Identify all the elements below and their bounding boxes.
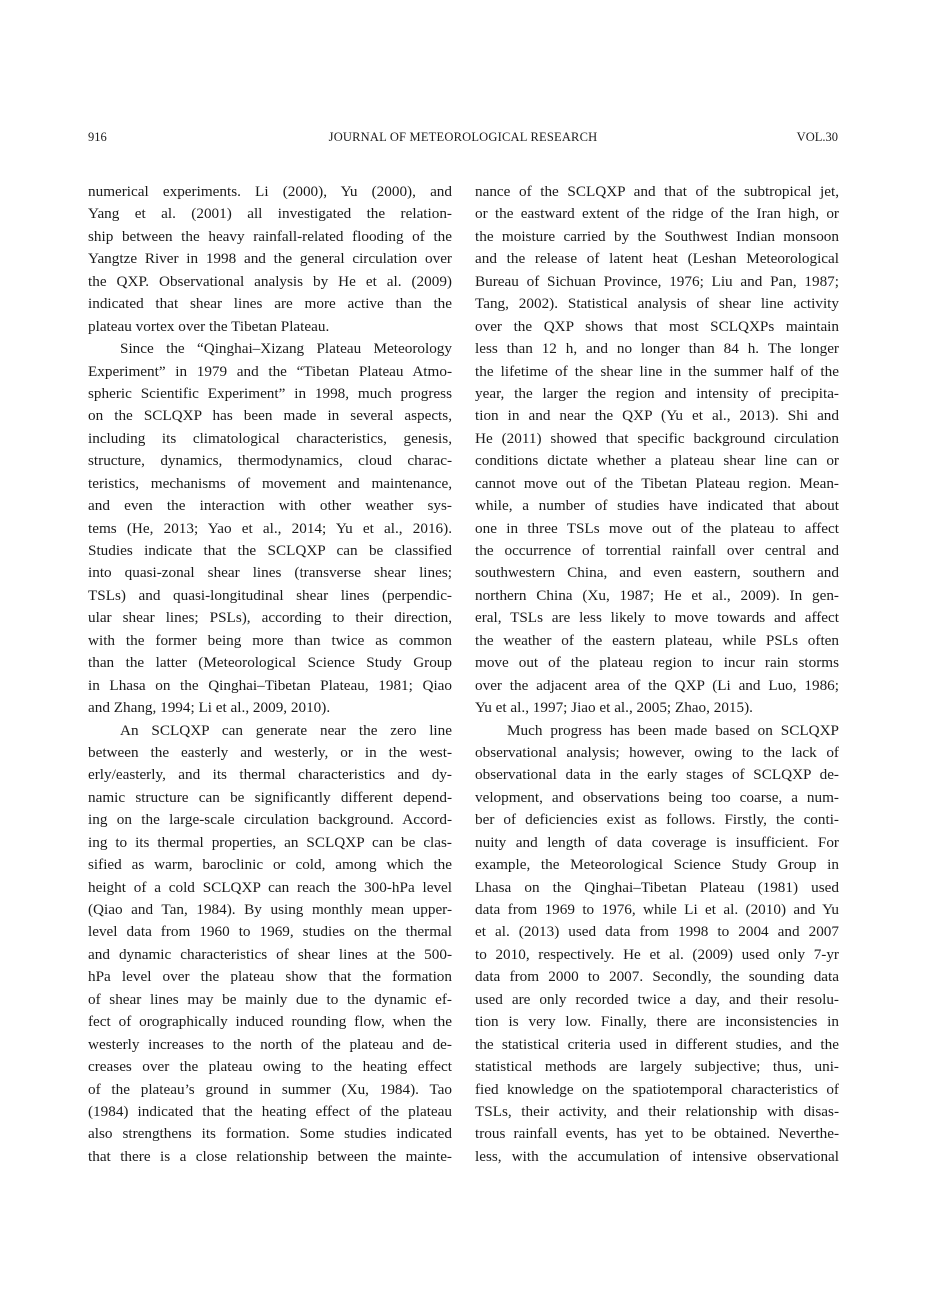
text-line: southwestern China, and even eastern, southern and [475,564,839,582]
text-line: data from 1969 to 1976, while Li et al. (2010) and Yu [475,901,839,918]
running-header [88,130,838,148]
text-line: erly/easterly, and its thermal characteristics and dy- [88,766,452,784]
text-line: of shear lines may be mainly due to the dynamic ef- [88,990,452,1008]
text-line: over the QXP shows that most SCLQXPs maintain [475,317,839,335]
text-line: between the easterly and westerly, or in the west- [88,743,452,761]
text-line: example, the Meteorological Science Study Group in [475,856,839,874]
text-line: velopment, and observations being too coarse, a num- [475,788,839,806]
text-line: eral, TSLs are less likely to move towards and affect [475,609,839,627]
text-line: Lhasa on the Qinghai–Tibetan Plateau (1981) used [475,878,839,896]
text-line: the occurrence of torrential rainfall over central and [475,542,839,559]
text-line: Experiment” in 1979 and the “Tibetan Plateau Atmo- [88,362,452,380]
text-line: (Qiao and Tan, 1984). By using monthly mean upper- [88,901,452,918]
left-text-column [88,181,452,1168]
right-text-column [475,181,839,1168]
text-line: spheric Scientific Experiment” in 1998, much progress [88,384,452,402]
text-line: nuity and length of data coverage is insufficient. For [475,833,839,851]
text-line: ular shear lines; PSLs), according to their direction, [88,609,452,627]
text-line: tems (He, 2013; Yao et al., 2014; Yu et al., 2016). [88,519,452,537]
text-line: move out of the plateau region to incur rain storms [475,654,839,672]
text-line: sified as warm, baroclinic or cold, among which the [88,856,452,874]
text-line: fect of orographically induced rounding flow, when the [88,1013,452,1031]
text-line: the statistical criteria used in different studies, and the [475,1035,839,1053]
text-line: TSLs) and quasi-longitudinal shear lines (perpendic- [88,586,452,604]
text-line: year, the larger the region and intensity of precipita- [475,384,839,402]
text-line: Bureau of Sichuan Province, 1976; Liu and Pan, 1987; [475,272,839,290]
text-line: into quasi-zonal shear lines (transverse shear lines; [88,564,452,582]
page-number: 916 [88,130,107,144]
text-line: ing to its thermal properties, an SCLQXP can be clas- [88,833,452,851]
text-line: one in three TSLs move out of the plateau to affect [475,519,839,537]
text-line: and the release of latent heat (Leshan Meteorological [475,250,839,268]
text-line: that there is a close relationship between the mainte- [88,1147,452,1165]
text-line: teristics, mechanisms of movement and maintenance, [88,474,452,492]
text-line: with the former being more than twice as common [88,631,452,649]
text-line: northern China (Xu, 1987; He et al., 2009). In gen- [475,586,839,604]
text-line: (1984) indicated that the heating effect of the plateau [88,1102,452,1120]
text-line: fied knowledge on the spatiotemporal characteristics of [475,1080,839,1098]
text-line: while, a number of studies have indicated that about [475,497,839,515]
text-line: namic structure can be significantly different depend- [88,788,452,806]
text-line: the weather of the eastern plateau, while PSLs often [475,631,839,649]
text-line: tion in and near the QXP (Yu et al., 2013). Shi and [475,407,839,425]
journal-title: JOURNAL OF METEOROLOGICAL RESEARCH [328,130,598,144]
text-line: numerical experiments. Li (2000), Yu (2000), and [88,183,452,200]
text-line: westerly increases to the north of the plateau and de- [88,1035,452,1053]
text-line: plateau vortex over the Tibetan Plateau. [88,317,330,335]
text-line: Studies indicate that the SCLQXP can be classified [88,542,452,559]
text-line: indicated that shear lines are more active than the [88,295,452,313]
text-line: the QXP. Observational analysis by He et al. (2009) [88,272,452,290]
text-line: statistical methods are largely subjective; thus, uni- [475,1058,839,1076]
text-line: less than 12 h, and no longer than 84 h. The longer [475,340,839,358]
text-line: et al. (2013) used data from 1998 to 2004 and 2007 [475,923,839,941]
text-line: or the eastward extent of the ridge of the Iran high, or [475,205,839,223]
text-line: including its climatological characteristics, genesis, [88,429,452,447]
text-line: tion is very low. Finally, there are inconsistencies in [475,1013,839,1031]
text-line: ber of deficiencies exist as follows. Firstly, the conti- [475,811,839,829]
text-line: level data from 1960 to 1969, studies on the thermal [88,923,452,941]
text-line: observational data in the early stages of SCLQXP de- [475,766,839,784]
text-line: conditions dictate whether a plateau shear line can or [475,452,839,470]
paragraph [475,181,839,720]
text-line: the moisture carried by the Southwest Indian monsoon [475,227,839,245]
text-line: Since the “Qinghai–Xizang Plateau Meteorology [120,340,452,358]
text-line: on the SCLQXP has been made in several aspects, [88,407,452,425]
paragraph [88,720,452,1169]
text-line: Yu et al., 1997; Jiao et al., 2005; Zhao, 2015). [475,699,753,717]
paragraph [88,181,452,338]
text-line: to 2010, respectively. He et al. (2009) used only 7-yr [475,945,839,963]
text-line: data from 2000 to 2007. Secondly, the sounding data [475,968,839,986]
text-line: of the plateau’s ground in summer (Xu, 1984). Tao [88,1080,452,1098]
text-line: ing on the large-scale circulation background. Accord- [88,811,452,829]
text-line: and dynamic characteristics of shear lines at the 500- [88,945,452,963]
text-line: the lifetime of the shear line in the summer half of the [475,362,839,380]
text-line: over the adjacent area of the QXP (Li and Luo, 1986; [475,676,839,694]
text-line: less, with the accumulation of intensive observational [475,1147,839,1165]
text-line: trous rainfall events, has yet to be obtained. Neverthe- [475,1125,839,1143]
text-line: Yang et al. (2001) all investigated the relation- [88,205,452,223]
text-line: An SCLQXP can generate near the zero line [120,721,452,739]
text-line: Yangtze River in 1998 and the general circulation over [88,250,452,268]
text-line: Much progress has been made based on SCLQXP [507,721,839,739]
text-line: hPa level over the plateau show that the formation [88,968,452,986]
text-line: Tang, 2002). Statistical analysis of shear line activity [475,295,839,313]
text-line: used are only recorded twice a day, and their resolu- [475,990,839,1008]
text-line: in Lhasa on the Qinghai–Tibetan Plateau, 1981; Qiao [88,676,452,694]
text-line: than the latter (Meteorological Science Study Group [88,654,452,672]
text-line: structure, dynamics, thermodynamics, cloud charac- [88,452,452,470]
paragraph [88,338,452,719]
volume-label: VOL.30 [796,130,838,144]
text-line: creases over the plateau owing to the heating effect [88,1058,452,1076]
text-line: ship between the heavy rainfall-related flooding of the [88,227,452,245]
text-line: and even the interaction with other weather sys- [88,497,452,515]
text-line: cannot move out of the Tibetan Plateau region. Mean- [475,474,839,492]
text-line: height of a cold SCLQXP can reach the 300-hPa level [88,878,452,896]
text-line: He (2011) showed that specific background circulation [475,429,839,447]
text-line: nance of the SCLQXP and that of the subtropical jet, [475,183,839,200]
text-line: observational analysis; however, owing to the lack of [475,743,839,761]
text-line: and Zhang, 1994; Li et al., 2009, 2010). [88,699,331,717]
text-line: TSLs, their activity, and their relationship with disas- [475,1102,839,1120]
paragraph [475,720,839,1169]
text-line: also strengthens its formation. Some studies indicated [88,1125,452,1143]
